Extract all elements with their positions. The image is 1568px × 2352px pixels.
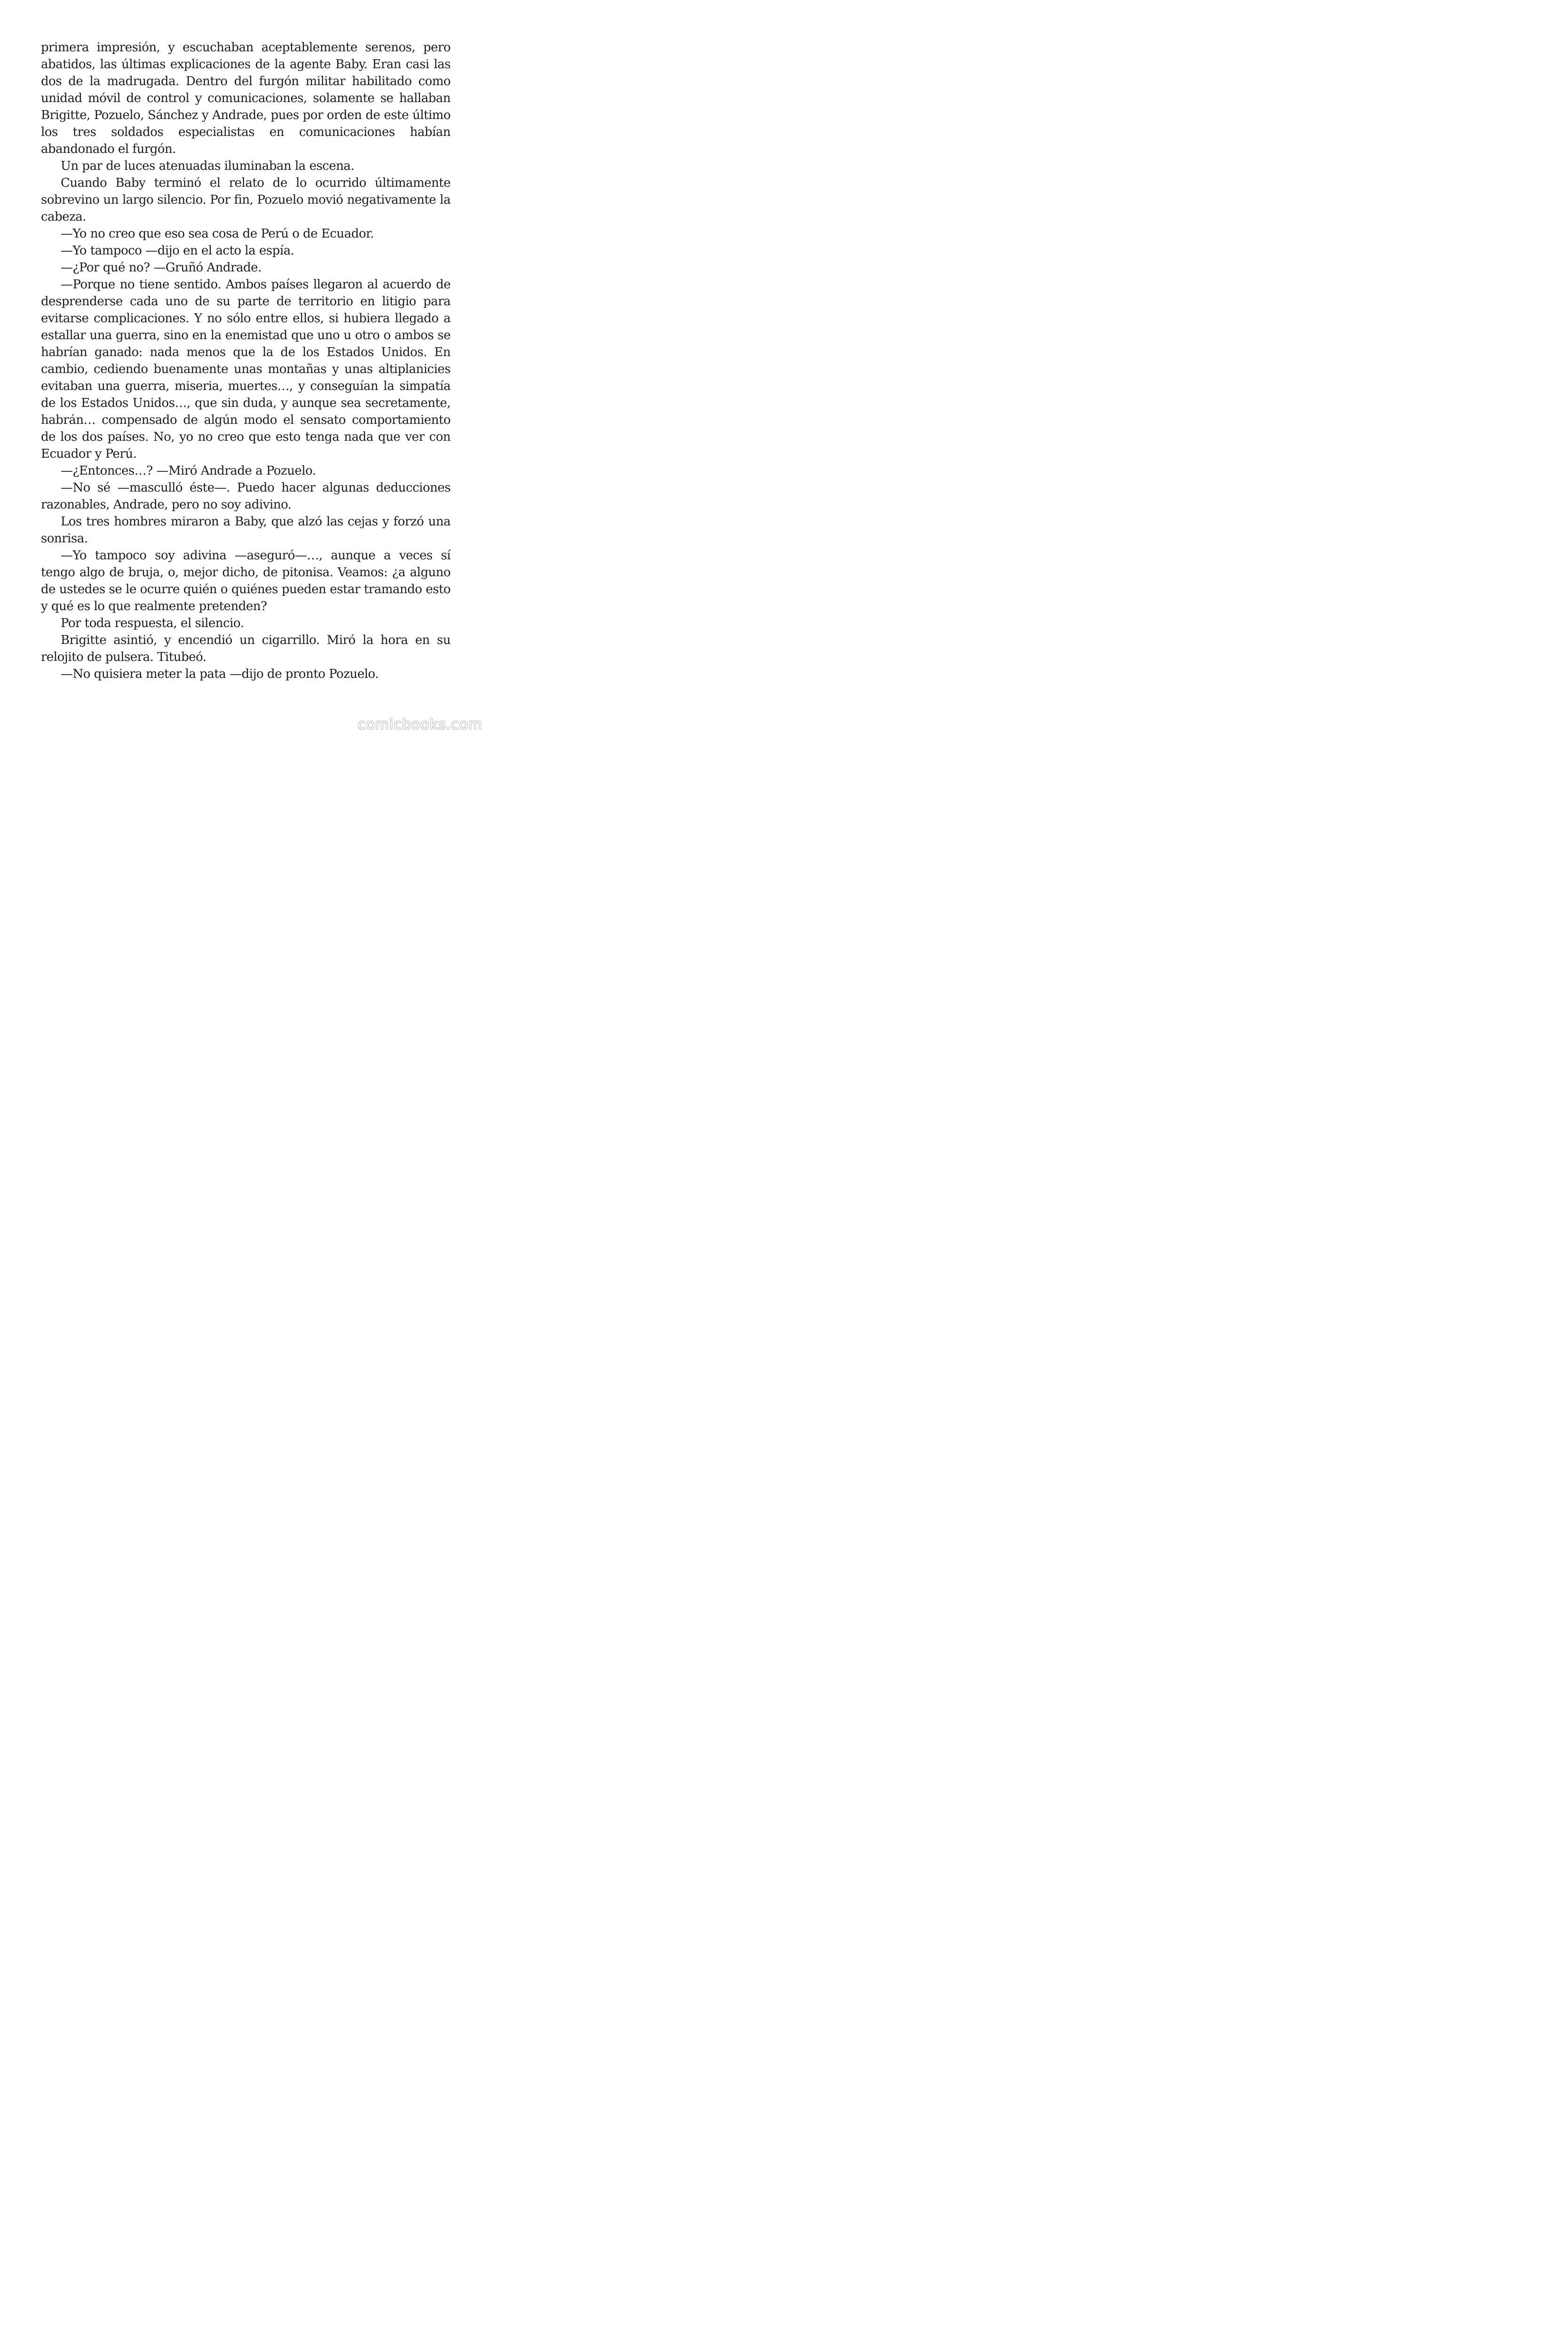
paragraph-11: —Yo tampoco soy adivina —aseguró—…, aunque a veces sí tengo algo de bruja, o, mejor dicho, de pitonisa. Veamos: ¿a alguno de ustedes se le ocurre quién o quiénes pueden estar tramando esto y qué es lo que realmente pretenden? xyxy=(41,548,451,613)
paragraph-2: Un par de luces atenuadas iluminaban la escena. xyxy=(61,159,355,173)
paragraph-13: Brigitte asintió, y encendió un cigarrillo. Miró la hora en su relojito de pulsera. Titubeó. xyxy=(41,633,451,664)
paragraph-4: —Yo no creo que eso sea cosa de Perú o de Ecuador. xyxy=(61,227,374,241)
paragraph-3: Cuando Baby terminó el relato de lo ocurrido últimamente sobrevino un largo silencio. Por fin, Pozuelo movió negativamente la cabeza. xyxy=(41,176,451,224)
paragraph-9: —No sé —masculló éste—. Puedo hacer algunas deducciones razonables, Andrade, pero no soy adivino. xyxy=(41,481,451,512)
paragraph-12: Por toda respuesta, el silencio. xyxy=(61,616,244,630)
paragraph-1: primera impresión, y escuchaban aceptablemente serenos, pero abatidos, las últimas explicaciones de la agente Baby. Eran casi las dos de la madrugada. Dentro del furgón militar habilitado como unidad móvil de control y comunicaciones, solamente se hallaban Brigitte, Pozuelo, Sánchez y Andrade, pues por orden de este último los tres soldados especialistas en comunicaciones habían abandonado el furgón. xyxy=(41,40,451,156)
watermark: comicbooks.com xyxy=(357,716,483,733)
paragraph-10: Los tres hombres miraron a Baby, que alzó las cejas y forzó una sonrisa. xyxy=(41,515,451,546)
paragraph-5: —Yo tampoco —dijo en el acto la espía. xyxy=(61,244,294,258)
paragraph-8: —¿Entonces…? —Miró Andrade a Pozuelo. xyxy=(61,464,316,478)
paragraph-6: —¿Por qué no? —Gruñó Andrade. xyxy=(61,261,261,275)
paragraph-14: —No quisiera meter la pata —dijo de pronto Pozuelo. xyxy=(61,667,379,681)
page-body-text xyxy=(41,39,451,683)
paragraph-7: —Porque no tiene sentido. Ambos países llegaron al acuerdo de desprenderse cada uno de su parte de territorio en litigio para evitarse complicaciones. Y no sólo entre ellos, si hubiera llegado a estallar una guerra, sino en la enemistad que uno u otro o ambos se habrían ganado: nada menos que la de los Estados Unidos. En cambio, cediendo buenamente unas montañas y unas altiplanicies evitaban una guerra, miseria, muertes…, y conseguían la simpatía de los Estados Unidos…, que sin duda, y aunque sea secretamente, habrán… compensado de algún modo el sensato comportamiento de los dos países. No, yo no creo que esto tenga nada que ver con Ecuador y Perú. xyxy=(41,278,451,461)
